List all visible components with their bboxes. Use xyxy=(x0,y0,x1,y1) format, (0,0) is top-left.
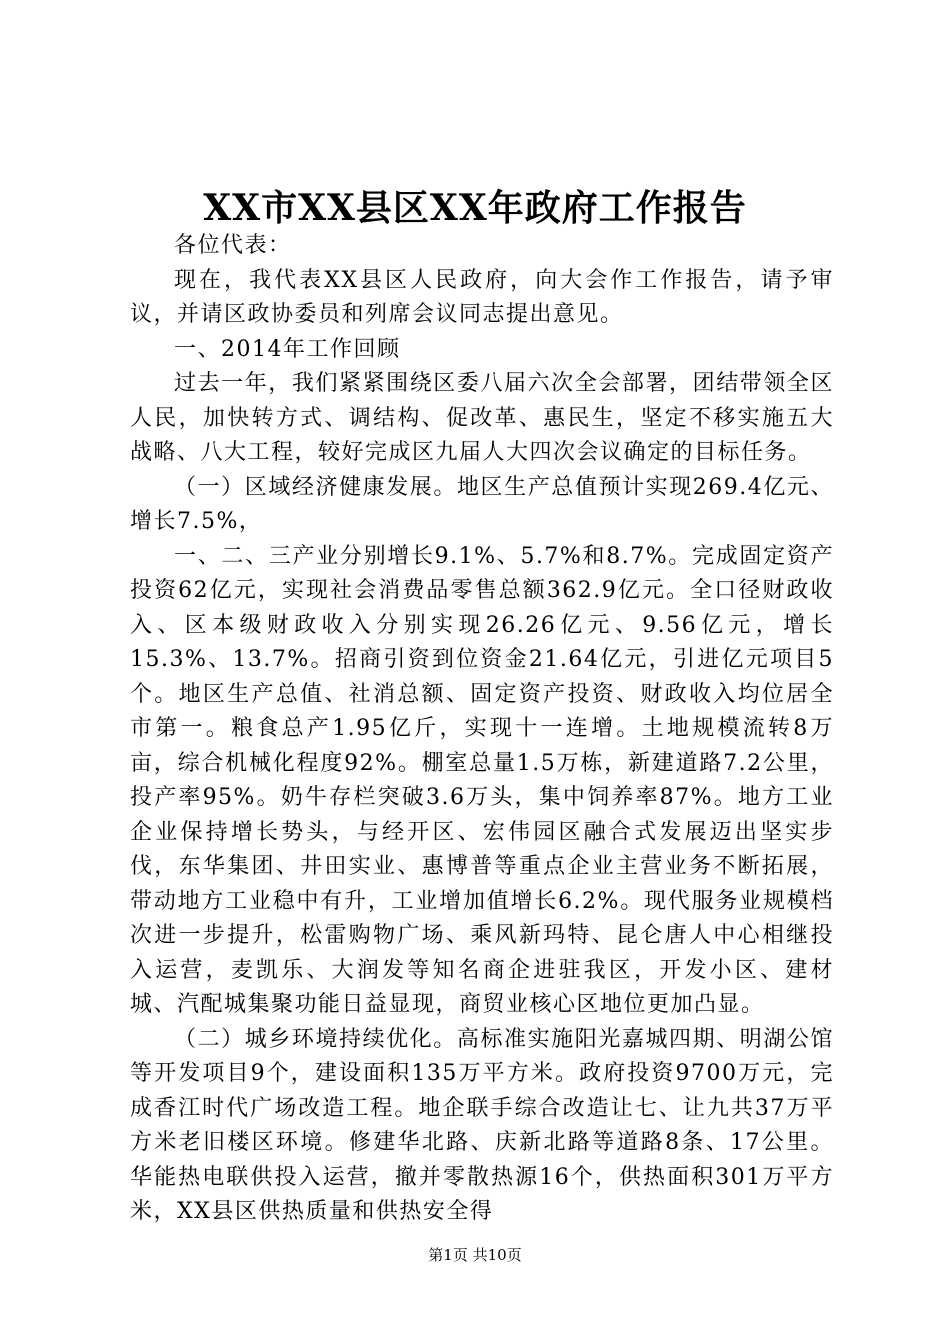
document-title: XX市XX县区XX年政府工作报告 xyxy=(203,187,747,229)
paragraph-economy-heading: （一）区域经济健康发展。地区生产总值预计实现269.4亿元、增长7.5%， xyxy=(130,474,834,534)
paragraph-economy-details: 一、二、三产业分别增长9.1%、5.7%和8.7%。完成固定资产投资62亿元，实现社会消费品零售总额362.9亿元。全口径财政收入、区本级财政收入分别实现26.26亿元、9.56亿元，增长15.3%、13.7%。招商引资到位资金21.64亿元，引进亿元项目5个。地区生产总值、社消总额、固定资产投资、财政收入均位居全市第一。粮食总产1.95亿斤，实现十一连增。土地规模流转8万亩，综合机械化程度92%。棚室总量1.5万栋，新建道路7.2公里，投产率95%。奶牛存栏突破3.6万头，集中饲养率87%。地方工业企业保持增长势头，与经开区、宏伟园区融合式发展迈出坚实步伐，东华集团、井田实业、惠博普等重点企业主营业务不断拓展，带动地方工业稳中有升，工业增加值增长6.2%。现代服务业规模档次进一步提升，松雷购物广场、乘风新玛特、昆仑唐人中心相继投入运营，麦凯乐、大润发等知名商企进驻我区，开发小区、建材城、汽配城集聚功能日益显现，商贸业核心区地位更加凸显。 xyxy=(130,543,834,1017)
paragraph-salutation: 各位代表： xyxy=(174,233,292,258)
page-number: 第1页 共10页 xyxy=(428,1246,522,1264)
paragraph-intro: 现在，我代表XX县区人民政府，向大会作工作报告，请予审议，并请区政协委员和列席会议同志提出意见。 xyxy=(130,267,834,327)
document-body xyxy=(130,229,834,1230)
paragraph-environment: （二）城乡环境持续优化。高标准实施阳光嘉城四期、明湖公馆等开发项目9个，建设面积135万平方米。政府投资9700万元，完成香江时代广场改造工程。地企联手综合改造让七、让九共37万平方米老旧楼区环境。修建华北路、庆新北路等道路8条、17公里。华能热电联供投入运营，撤并零散热源16个，供热面积301万平方米，XX县区供热质量和供热安全得 xyxy=(130,1026,834,1224)
section-heading-review: 一、2014年工作回顾 xyxy=(174,336,401,362)
paragraph-overview: 过去一年，我们紧紧围绕区委八届六次全会部署，团结带领全区人民，加快转方式、调结构、促改革、惠民生，坚定不移实施五大战略、八大工程，较好完成区九届人大四次会议确定的目标任务。 xyxy=(130,371,834,465)
